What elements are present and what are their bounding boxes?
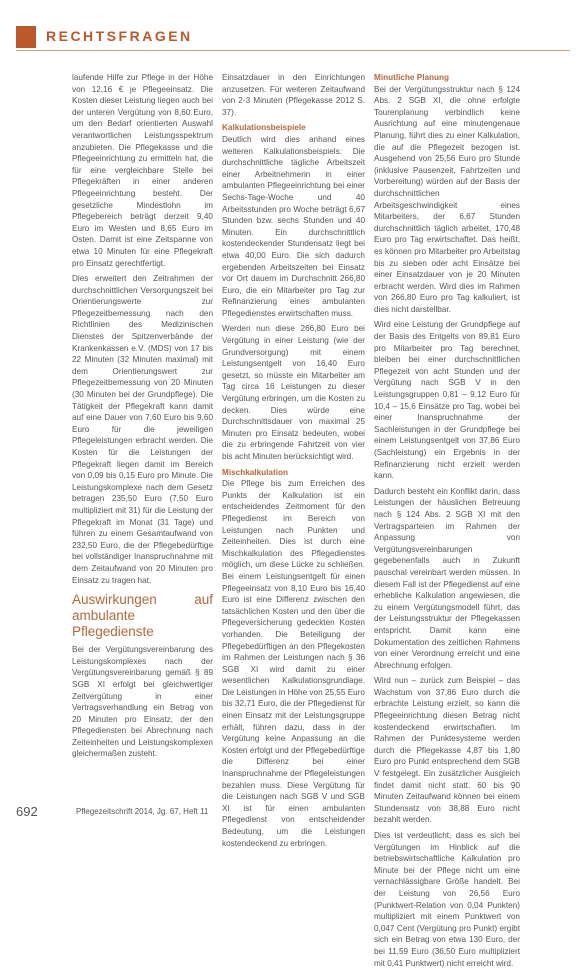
paragraph: Dies ist verdeutlicht, dass es sich bei Vergütungen im Hinblick auf die betriebswirtschaftliche Kalkulation pro Minute bei der Pflege nicht um eine vernachlässigbare Größe handelt. Bei der Leistung von 26,56 Euro (Punktwert-Relation von 0,04 Punkten) multipliziert mit einem Punktwert von 0,047 Cent (Vergütung pro Punkt) ergibt sich ein Betrag von etwa 130 Euro, der bei 11,59 Euro (36,50 Euro multipliziert mit 0,41 Punktwert) nicht erreicht wird. [374,831,520,968]
section-heading: Auswirkungen auf ambulante Pflegedienste [72,592,213,640]
subheading: Kalkulationsbeispiele [222,123,306,133]
paragraph: Bei der Vergütungsvereinbarung des Leistungskomplexes nach der Vergütungsvereinbarung gemäß § 89 SGB XI erfolgt bei gleichwertiger Zeitvergütung in einer Vertragsverhandlung ein Betrag von 20 Minuten pro Einsatz, der den Pflegediensten bei Abrechnung nach Zeiteinheiten und Leistungskomplexen gleichermaßen zusteht. [72,645,213,759]
column-2 [222,72,365,853]
paragraph: laufende Hilfe zur Pflege in der Höhe von 12,16 € je Pflegeeinsatz. Die Kosten dieser Leistung liegen auch bei der unteren Vergütung von 8,60 Euro, um den Bedarf orientierten Auswahl verantwortlichen Leistungsspektrum anzubieten. Die Pflegekasse und die Pflegeeinrichtung zu ermitteln hat, die für eine vergleichbare Stelle bei Pflegekräften in einer anderen Pflegeeinrichtung besteht. Der gesetzliche Mindestlohn im Pflegebereich beträgt derzeit 9,40 Euro im Westen und 8,65 Euro im Osten. Damit ist eine Zeitspanne von etwa 10 Minuten für eine Pflegekraft pro Einsatz gerechtfertigt. [72,73,213,268]
page-footer [16,804,570,822]
paragraph: Dadurch besteht ein Konflikt darin, dass Leistungen der häuslichen Betreuung nach § 124 Abs. 2 SGB XI mit den Vertragsparteien im Rahmen der Anpassung von Vergütungsvereinbarungen gegebenenfalls auch in Zukunft pauschal vereinbart werden müssen. In diesem Fall ist der Pflegedienst auf eine erhebliche Kalkulation angewiesen, die zu einem Vergütungsmodell führt, das der Leistungsstruktur der Pflegekassen entspricht. Damit kann eine Dokumentation des zeitlichen Rahmens von einer Verordnung erreicht und eine Abrechnung erfolgen. [374,486,520,670]
column-1 [72,72,213,764]
header-rule [16,50,570,51]
paragraph: Dies erweitert den Zeitrahmen der durchschnittlichen Versorgungszeit bei Orientierungswerte zur Pflegezeitbemessung nach den Richtlinien des Medizinischen Dienstes der Spitzenverbände der Krankenkassen e.V. (MDS) von 17 bis 22 Minuten (32 Minuten maximal) mit dem Orientierungswert zur Pflegezeitbemessung von 20 Minuten (30 Minuten bei der Grundpflege). Die Tätigkeit der Pflegekraft kann damit auf eine Dauer von 7,60 Euro bis 9,60 Euro für die jeweiligen Pflegeleistungen erbracht werden. Die Kosten für die Leistungen der Pflegekraft liegen damit im Bereich von 0,09 bis 0,15 Euro pro Minute. Die Leistungskomplexe nach dem Gesetz betragen 235,50 Euro (7,50 Euro multipliziert mit 31) für die Leistung der Pflegekraft im Monat (31 Tage) und führen zu einem Gesamtaufwand von 232,50 Euro, die der Pflegebedürftige bei vollständiger Inanspruchnahme mit dem Zeitaufwand von 20 Minuten pro Einsatz zu tragen hat. [72,274,213,585]
paragraph: Bei der Vergütungsstruktur nach § 124 Abs. 2 SGB XI, die ohne erfolgte Tourenplanung verbindlich keine Ausrichtung auf eine minutengenaue Planung, führt dies zu einer Kalkulation, die auf die Pflegezeit bezogen ist. Ausgehend von 25,56 Euro pro Stunde (inklusive Pausenzeit, Fahrtzeiten und Vorbereitung) würden auf der Basis der durchschnittlichen Arbeitsgeschwindigkeit eines Mitarbeiters, der 6,67 Stunden durchschnittlich täglich arbeitet, 170,48 Euro pro Tag erwirtschaftet. Das heißt, es können pro Mitarbeiter pro Arbeitstag bis zu sieben oder acht Einsätze bei einer Einsatzdauer von je 20 Minuten erbracht werden. Wird dies im Rahmen von 266,80 Euro pro Tag kalkuliert, ist dies nicht darstellbar. [374,84,520,314]
paragraph: Die Pflege bis zum Erreichen des Punkts der Kalkulation ist ein entscheidendes Zeitmoment für den Pflegedienst im Bereich von Leistungen nach Punkten und Zeiteinheiten. Dies ist durch eine Mischkalkulation des Pflegedienstes möglich, um diese Lücke zu schließen. Bei einem Leistungsentgelt für einen Pflegeeinsatz von 8,10 Euro bis 16,40 Euro ist eine Differenz zwischen den tatsächlichen Kosten und den über die Pflegeversicherung gedeckten Kosten vorhanden. Die Beteiligung der Pflegebedürftigen an den Pflegekosten im Rahmen der Leistungen nach § 36 SGB XI wird damit zu einer wesentlichen Kalkulationsgrundlage. Die Leistungen in Höhe von 25,55 Euro bis 32,71 Euro, die der Pflegedienst für einen Einsatz mit der Leistungsgruppe erhält, führen dazu, dass in der Vergütung keine Anpassung an die Kosten erfolgt und der Pflegebedürftige die Differenz bei einer Inanspruchnahme der Pflegeleistungen bezahlen muss. Diese Vergütung für die Leistungen nach SGB V und SGB XI ist für einen ambulanten Pflegedienst von entscheidender Bedeutung, um die Leistungen kostendeckend zu erbringen. [222,479,365,848]
column-3 [374,72,520,973]
paragraph: Deutlich wird dies anhand eines weiteren Kalkulationsbeispiels: Die durchschnittliche tägliche Arbeitszeit einer Arbeitnehmerin in einer ambulanten Pflegeeinrichtung bei einer Sechs-Tage-Woche und 40 Arbeitsstunden pro Woche beträgt 6,67 Stunden bzw. sechs Stunden und 40 Minuten. Ein durchschnittlich kostendeckender Stundensatz liegt bei etwa 40,00 Euro. Die sich dadurch ergebenden Arbeitszeiten bei Einsatz vor Ort dauern im Durchschnitt 266,80 Euro, die ein Mitarbeiter pro Tag zur Refinanzierung eines ambulanten Pflegedienstes erwirtschaften muss. [222,134,365,318]
page-header [16,26,570,48]
paragraph: Einsatzdauer in den Einrichtungen anzusetzen. Für weiteren Zeitaufwand von 2-3 Minuten (Pflegekasse 2012 S. 37). [222,73,365,117]
paragraph: Wird eine Leistung der Grundpflege auf der Basis des Entgelts von 89,81 Euro pro Mitarbeiter pro Tag berechnet, bleiben bei einer durchschnittlichen Pflegezeit von acht Stunden und der Vergütung nach SGB V in den Leistungsgruppen 0,81 – 9,12 Euro für 10,4 – 15,6 Einsätze pro Tag, wobei bei einer Inanspruchnahme der Sachleistungen in der Grundpflege bei einem Leistungsentgelt von 37,86 Euro (Sachleistung) ein Ergebnis in der Refinanzierung nicht erzielt werden kann. [374,320,520,481]
subheading: Mischkalkulation [222,467,288,477]
paragraph: Werden nun diese 266,80 Euro bei Vergütung in einer Leistung (wie der Grundversorgung) mit einem Leistungsentgelt von 16,40 Euro gesetzt, so müsste ein Mitarbeiter am Tag circa 16 Leistungen zu dieser Vergütung erbringen, um die Kosten zu decken. Dies würde eine Durchschnittsdauer von maximal 25 Minuten pro Einsatz bedeuten, wobei die zu erbringende Fahrtzeit von vier bis acht Minuten berücksichtigt wird. [222,324,365,461]
page-number: 692 [16,804,38,819]
section-color-bar [16,26,36,48]
section-title: RECHTSFRAGEN [46,28,193,44]
paragraph: Wird nun – zurück zum Beispiel – das Wachstum von 37,86 Euro durch die erbrachte Leistung erzielt, so kann die Pflegeeinrichtung diesen Betrag nicht kostendeckend erwirtschaften. Im Rahmen der Punktesysteme werden durch die Pflegekasse 4,87 bis 1,80 Euro pro Punkt entsprechend dem SGB V festgelegt. Ein zusätzlicher Ausgleich findet damit nicht statt. 60 bis 90 Minuten Zeitaufwand können bei einem Stundensatz von 38,88 Euro nicht bezahlt werden. [374,676,520,825]
journal-citation: Pflegezeitschrift 2014, Jg. 67, Heft 11 [76,807,209,816]
subheading: Minutliche Planung [374,73,450,82]
